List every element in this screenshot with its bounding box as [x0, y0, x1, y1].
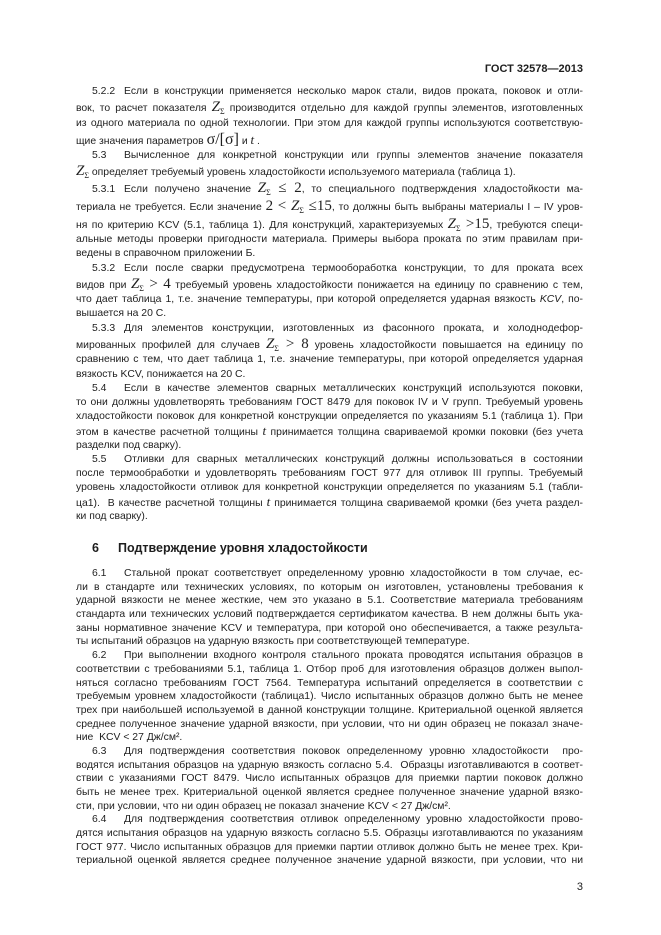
text-line [76, 163, 583, 181]
text-line [76, 649, 583, 663]
text-line [76, 99, 583, 117]
text-line [76, 368, 583, 382]
formula-base: Z [447, 215, 456, 232]
text-line [76, 841, 583, 855]
text-run: вязкость KCV, понижается на 20 С. [76, 368, 246, 380]
text-line [76, 336, 583, 354]
text-line [76, 567, 583, 581]
text-line [76, 718, 583, 732]
formula-subscript: Σ [274, 343, 279, 353]
text-run: , по- [561, 294, 584, 306]
paragraph [76, 180, 583, 261]
text-line [76, 481, 583, 495]
text-run: Для элементов конструкции, изготовленных из фасонного проката, и холоднодефор- [124, 322, 583, 334]
paragraph [76, 85, 583, 149]
text-run: уровень хладостойкости повышается на единицу по [308, 339, 583, 351]
formula-subscript: Σ [84, 170, 89, 180]
text-run: При выполнении входного контроля стального проката проводятся испытания образцов в [124, 650, 583, 662]
text-run: что дает таблица 1, т.е. значение температуры, при которой определяется ударная вязкость [76, 294, 540, 306]
formula-z-sigma [131, 276, 171, 292]
clause-number: 6.3 [92, 745, 107, 757]
text-run: альные методы проверки пригодности материала. Примеры выбора проката по этим правилам при- [76, 234, 583, 246]
text-run: заны нормативное значение KCV и температура, при которой оно обеспечивается, а также результа- [76, 622, 583, 634]
text-run: , то специального подтверждения хладостойкости ма- [301, 184, 583, 196]
formula-base: Z [130, 275, 140, 292]
text-run: требуемый уровень хладостойкости понижается на единицу по сравнению с тем, [170, 279, 583, 291]
text-run: этом в качестве расчетной толщины [76, 427, 263, 439]
text-line [76, 608, 583, 622]
text-run: Для подтверждения соответствия отливок определенному уровню хладостойкости прово- [124, 814, 583, 826]
text-line [76, 439, 583, 453]
text-line [76, 198, 583, 216]
clause-number: 5.2.2 [92, 86, 116, 97]
text-line [76, 663, 583, 677]
text-run: ца1). В качестве расчетной толщины [76, 498, 267, 510]
text-run: Для подтверждения соответствия поковок определенному уровню хладостойкости про- [124, 745, 583, 757]
formula-sigma-ratio: σ/[σ] [206, 130, 239, 148]
section-title: Подтверждение уровня хладостойкости [118, 541, 368, 555]
text-run: сти, при условии, что ни один образец не показал значение KCV < 27 Дж/см². [76, 800, 451, 812]
text-line [76, 353, 583, 367]
text-line [76, 772, 583, 786]
text-run: ведены в справочном приложении Б. [76, 248, 256, 260]
text-line [76, 131, 583, 149]
clause-number: 5.5 [92, 453, 107, 465]
text-run: Отливки для сварных металлических конструкций должны использоваться в состоянии [124, 453, 583, 465]
text-run: дятся испытания образцов на ударную вязкость согласно 5.5. Образцы изготавливаются по указаниям [76, 828, 583, 840]
text-line [76, 786, 583, 800]
text-run: няться согласно требованиям ГОСТ 7564. Температура испытаний определяется в соответствии с [76, 677, 583, 689]
text-run: Если в качестве элементов сварных металлических конструкций используются поковки, [124, 382, 583, 394]
formula-z-sigma [448, 216, 490, 232]
text-line [76, 85, 583, 99]
formula-suffix: > 8 [278, 335, 309, 352]
text-run: определяет требуемый уровень хладостойкости используемого материала (таблица 1). [89, 166, 516, 178]
clause-number: 6.1 [92, 568, 107, 579]
formula-base: Z [265, 335, 275, 352]
text-run: , требуются специ- [489, 219, 583, 231]
text-run: ли в стандарте или технических условиях, по которым он изготовлен, установлены требования к [76, 581, 583, 593]
clause-number: 6.2 [92, 650, 107, 662]
text-line [76, 827, 583, 841]
section-6-body [76, 567, 583, 868]
text-run: и [238, 135, 251, 147]
text-run: ние KCV < 27 Дж/см². [76, 732, 183, 744]
formula-subscript: Σ [266, 188, 271, 198]
paragraph [76, 813, 583, 868]
clause-number: 5.3.3 [92, 322, 116, 334]
section-5-body [76, 85, 583, 524]
text-line [76, 813, 583, 827]
text-run: , то должны быть выбраны материалы I – IV уров- [331, 201, 583, 213]
text-run: среднее полученное значение ударной вязкости, при условии, что ни один образец не показал значе- [76, 718, 583, 730]
text-line [76, 180, 583, 198]
formula-subscript: Σ [455, 223, 461, 233]
text-line [76, 635, 583, 649]
text-line [76, 690, 583, 704]
text-run: стандарта или технических условий подтверждается сертификатом качества. В нем должны быть ука- [76, 609, 583, 621]
text-line [76, 581, 583, 595]
text-line [76, 322, 583, 336]
text-line [76, 424, 583, 438]
formula-base: Z [76, 162, 85, 179]
paragraph [76, 382, 583, 453]
text-run: уровень хладостойкости отливок для конкретной конструкции определяется по указаниям 5.1 (табли- [76, 482, 583, 494]
text-line [76, 453, 583, 467]
text-line [76, 731, 583, 745]
clause-number: 5.4 [92, 382, 107, 394]
text-run: ты испытаний образцов на ударную вязкость при соответствующей температуре. [76, 636, 470, 648]
text-run: разделки под сварку). [76, 439, 182, 451]
text-line [76, 149, 583, 163]
text-run: принимается толщина свариваемой кромки поковки (без учета [266, 427, 583, 439]
text-run: после термообработки и удовлетворять требованиям ГОСТ 977 для отливок III группы. Требуемый [76, 467, 583, 479]
document-code-header: ГОСТ 32578—2013 [484, 63, 583, 75]
text-run: соответствии с требованиями 5.1, таблица 1. Отбор проб для изготовления образцов должен выпол- [76, 663, 583, 675]
clause-number: 5.3.1 [92, 184, 116, 196]
text-run: мированных профилей для случаев [76, 339, 266, 351]
paragraph [76, 567, 583, 649]
text-run: производится отдельно для каждой группы элементов, изготовленных [224, 103, 583, 115]
text-run: Если после сварки предусмотрена термообоработка конструкции, то для проката всех [124, 262, 583, 274]
section-6-heading [92, 541, 368, 555]
italic-term: KCV [539, 294, 562, 306]
section-number: 6 [92, 541, 99, 555]
clause-number: 5.3.2 [92, 262, 116, 274]
italic-term: t [250, 131, 255, 147]
text-line [76, 262, 583, 276]
paragraph [76, 262, 583, 322]
text-line [76, 759, 583, 773]
text-run: . [254, 135, 260, 147]
text-run: вок, то расчет показателя [76, 103, 212, 115]
text-line [76, 216, 583, 234]
text-line [76, 510, 583, 524]
text-run: териала не требуется. Если значение [76, 201, 266, 213]
paragraph [76, 745, 583, 813]
text-run: трех при наибольшей используемой в данной конструкции толщине. Критериальной оценкой является [76, 704, 583, 716]
text-line [76, 396, 583, 410]
formula-subscript: Σ [220, 107, 225, 117]
page-number: 3 [576, 881, 583, 893]
text-run: ня по критерию KCV (5.1, таблица 1). Для конструкций, характеризуемых [76, 219, 448, 231]
formula-z-sigma [76, 163, 89, 179]
paragraph [76, 649, 583, 745]
paragraph [76, 453, 583, 524]
formula-prefix: 2 < [265, 197, 291, 214]
italic-term: t [262, 423, 267, 439]
text-run: щие значения параметров [76, 135, 207, 147]
text-line [76, 293, 583, 307]
formula-base: Z [257, 180, 267, 197]
text-line [76, 247, 583, 261]
text-run: ствии с указаниями ГОСТ 8479. Число испытанных образцов для приемки партии поковок должно [76, 773, 583, 785]
text-run: принимается толщина свариваемой кромки (без учета раздел- [270, 498, 583, 510]
formula-z-sigma [258, 180, 302, 196]
text-run: Вычисленное для конкретной конструкции или группы элементов значение показателя [124, 149, 583, 161]
text-run: ки под сварку). [76, 510, 148, 522]
formula-z-sigma [212, 99, 225, 115]
formula-z-sigma [266, 336, 309, 352]
text-line [76, 382, 583, 396]
text-line [76, 594, 583, 608]
italic-term: t [266, 494, 271, 510]
text-run: ударной вязкости не менее жесткие, чем это указано в 5.1. Соответствие материала требованиям [76, 595, 583, 607]
text-line [76, 307, 583, 321]
text-line [76, 745, 583, 759]
text-run: то они должны удовлетворять требованиям ГОСТ 8479 для поковок IV и V групп. Требуемый уровень [76, 397, 583, 408]
text-run: из одного материала по одной технологии. При этом для каждой группы используются соответствую- [76, 117, 583, 129]
formula-subscript: Σ [139, 283, 144, 293]
formula-suffix: >15 [460, 215, 490, 232]
formula-subscript: Σ [299, 205, 304, 215]
text-run: ГОСТ 977. Число испытанных образцов для приемки партии отливок должно быть не менее трех. Кри- [76, 841, 583, 853]
clause-number: 6.4 [92, 814, 107, 826]
text-line [76, 800, 583, 814]
text-line [76, 410, 583, 424]
text-line [76, 276, 583, 294]
text-run: быть не менее трех. Критериальной оценкой является среднее полученное значение ударной вязко- [76, 787, 583, 798]
text-run: Если получено значение [124, 184, 258, 196]
paragraph [76, 322, 583, 382]
text-line [76, 467, 583, 481]
formula-suffix: ≤15 [303, 197, 332, 214]
text-line [76, 854, 583, 868]
text-run: териальной оценкой является среднее полученное значение ударной вязкости, при условии, что ни [76, 855, 583, 867]
text-run: Стальной прокат соответствует определенному уровню хладостойкости в том случае, ес- [124, 568, 583, 579]
text-run: видов при [76, 279, 131, 291]
formula-z-sigma [266, 198, 332, 214]
text-line [76, 704, 583, 718]
text-run: сравнению с тем, что дает таблица 1, т.е. значение температуры, при которой определяется ударная [76, 354, 583, 366]
paragraph [76, 149, 583, 181]
text-line [76, 677, 583, 691]
formula-suffix: ≤ 2 [270, 180, 302, 197]
formula-base: Z [211, 99, 220, 116]
text-line [76, 495, 583, 509]
text-line [76, 622, 583, 636]
text-run: вышается на 20 С. [76, 308, 167, 320]
text-run: требуемым уровнем хладостойкости (таблица1). Число испытанных образцов должно быть не менее [76, 691, 583, 703]
formula-suffix: > 4 [143, 275, 171, 292]
text-run: водятся испытания образцов на ударную вязкость согласно 5.4. Образцы изготавливаются в соответ- [76, 759, 583, 771]
clause-number: 5.3 [92, 149, 107, 161]
text-line [76, 233, 583, 247]
text-run: хладостойкости поковок для конкретной конструкции определяется по указаниям 5.1 (таблица 1). При [76, 411, 583, 423]
formula-base: Z [290, 197, 300, 214]
text-line [76, 117, 583, 131]
text-run: Если в конструкции применяется несколько марок стали, видов проката, поковок и отли- [124, 86, 583, 97]
